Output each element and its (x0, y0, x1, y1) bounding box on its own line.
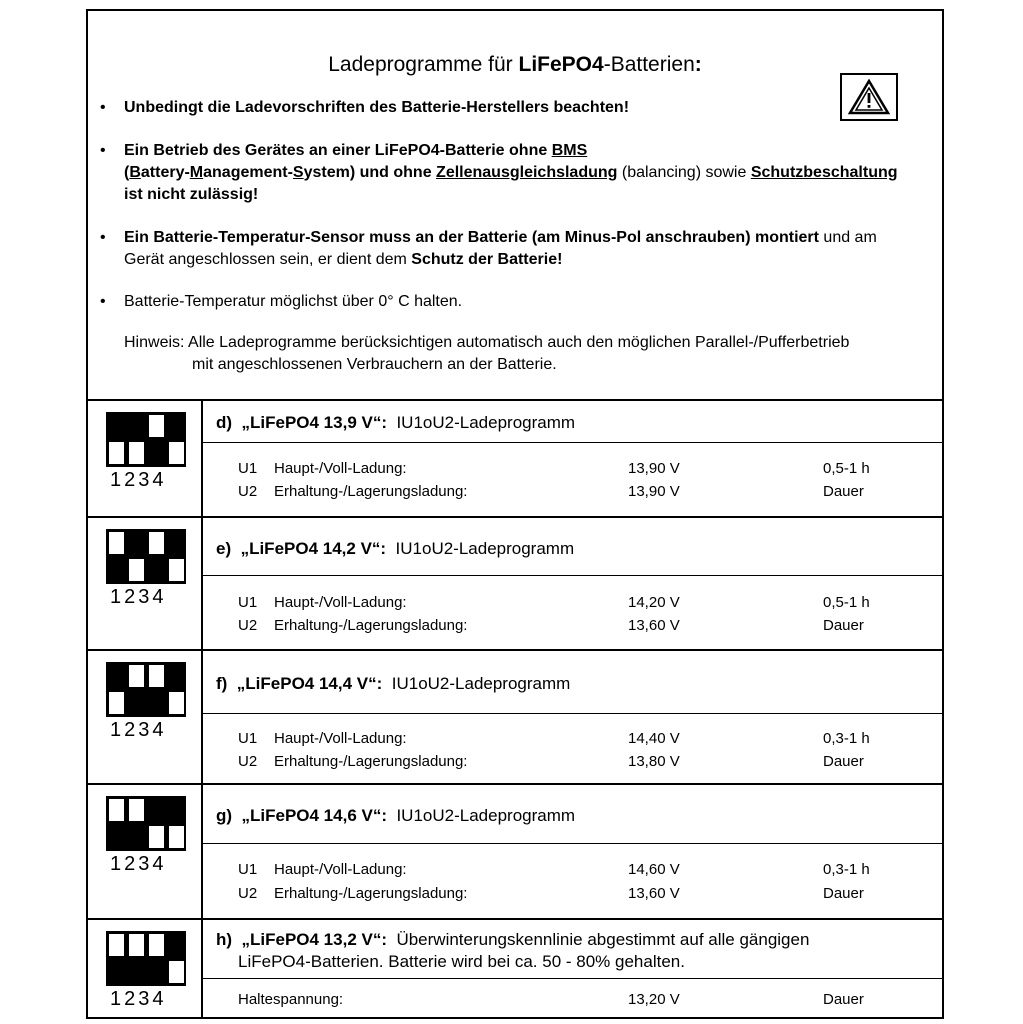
dip-switch-g: 1234 (106, 796, 186, 876)
dip-switch-d: 1234 (106, 412, 186, 492)
table-column-divider (201, 399, 203, 1017)
bullet-text: Unbedingt die Ladevorschriften des Batterie-Herstellers beachten! (124, 99, 630, 116)
table-top-border (88, 399, 942, 401)
dip-switch-f: 1234 (106, 662, 186, 742)
page-title: Ladeprogramme für LiFePO4-Batterien: (328, 53, 702, 76)
program-heading-d: d) „LiFePO4 13,9 V“: IU1oU2-Ladeprogramm (216, 413, 576, 432)
dip-switch-h: 1234 (106, 931, 186, 1011)
program-heading-e: e) „LiFePO4 14,2 V“: IU1oU2-Ladeprogramm (216, 539, 575, 558)
program-heading-h: h) „LiFePO4 13,2 V“: Überwinterungskennlinie abgestimmt auf alle gängigen LiFePO4-Batterien. Batterie wird bei ca. 50 - 80% gehalten. (216, 930, 810, 971)
dip-switch-e: 1234 (106, 529, 186, 609)
program-heading-f: f) „LiFePO4 14,4 V“: IU1oU2-Ladeprogramm (216, 674, 571, 693)
program-heading-g: g) „LiFePO4 14,6 V“: IU1oU2-Ladeprogramm (216, 806, 576, 825)
document-frame: Ladeprogramme für LiFePO4-Batterien: • Unbedingt die Ladevorschriften des Batterie-Herstellers beachten! • Ein Betrieb des Gerätes an einer LiFePO4-Batterie ohne BMS (Battery-Management-System) und ohne Zellenausgleichsladung (balancing) sowie Schutzbeschaltung ist nicht zulässig! • Ein Batterie-Temperatur-Sensor muss an der Batterie (am Minus-Pol anschrauben) montiert und am Gerät angeschlossen sein, er dient dem Schutz der Batterie! • Batterie-Temperatur möglichst über 0° C halten. Hinweis: Alle Ladeprogramme berücksichtigen automatisch auch den möglichen Parallel-/Pufferbetrieb mit angeschlossenen Verbrauchern an der Batterie. 1234 d) „LiFePO4 13,9 V“: IU1oU2-Ladeprogramm U1 Haupt-/Voll-Ladung: 13,90 V 0,5-1 h U2 Erhaltung-/Lagerungsladung: 13,90 V Dauer 1234 e) „LiFePO4 14,2 V“: IU1oU2-Ladeprogramm U1 Haupt-/Voll-Ladung: 14,20 V 0,5-1 h U2 Erhaltung-/Lagerungsladung: 13,60 V Dauer 1234 f) „LiFePO4 14,4 V“: IU1oU2-Ladeprogramm U1 Haupt-/Voll-Ladung: 14,40 V 0,3-1 h U2 Erhaltung-/Lagerungsladung: 13,80 V Dauer 1234 g) „LiFePO4 14,6 V“: IU1oU2-Ladeprogramm U1 Haupt-/Voll-Ladung: 14,60 V 0,3-1 h U2 Erhaltung-/Lagerungsladung: 13,60 V Dauer 1234 h) „LiFePO4 13,2 V“: Überwinterungskennlinie abgestimmt auf alle gängigen LiFePO4-Batterien. Batterie wird bei ca. 50 - 80% gehalten. Haltespannung: 13,20 V Dauer (86, 9, 944, 1019)
hint-text: Hinweis: Alle Ladeprogramme berücksichtigen automatisch auch den möglichen Parallel-/Pufferbetrieb mit angeschlossenen Verbrauchern an der Batterie. (124, 334, 850, 373)
